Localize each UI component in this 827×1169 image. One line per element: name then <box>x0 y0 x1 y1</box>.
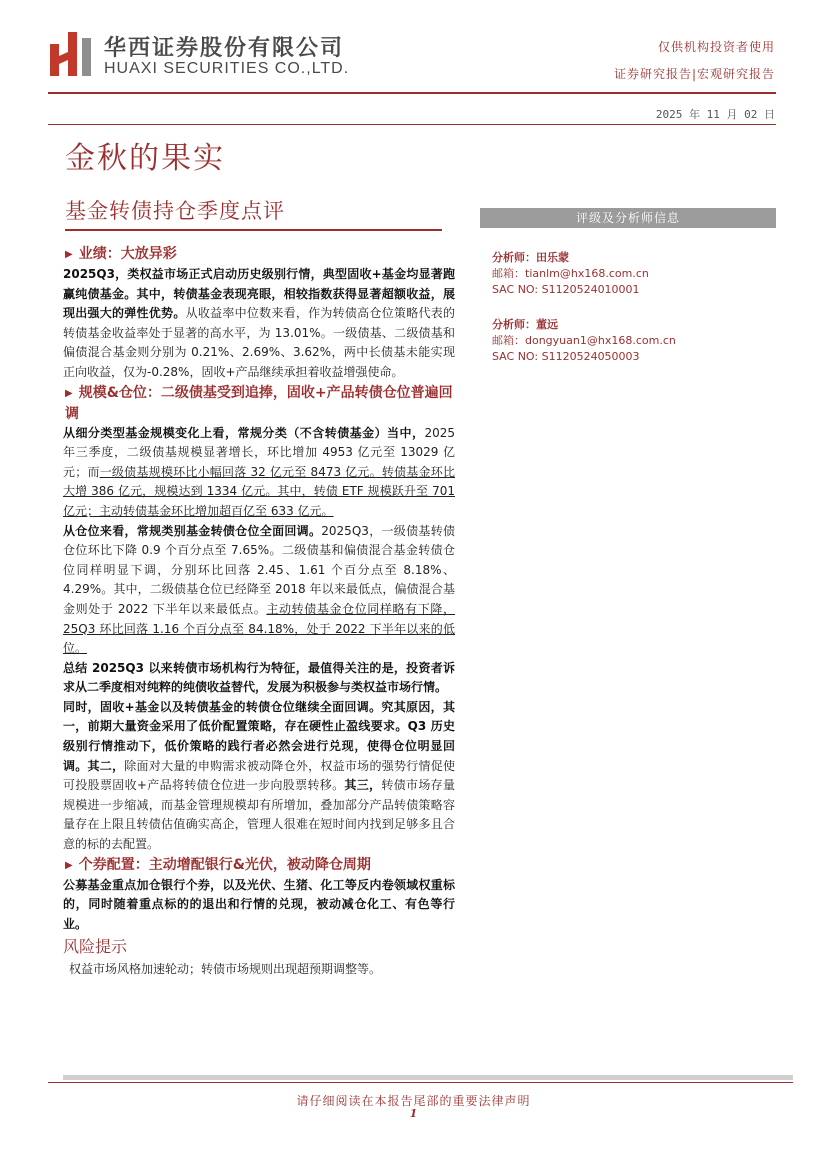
paragraph: 同时，固收+基金以及转债基金的转债仓位继续全面回调。究其原因，其一，前期大量资金采用了低价配置策略，存在硬性止盈线要求。Q3 历史级别行情推动下，低价策略的践行者必然会进行兑现，使得仓位明显回调。其二，除面对大量的申购需求被动降仓外，权益市场的强势行情促使可投股票固收+产品将转债仓位进一步向股票转移。其三，转债市场存量规模进一步缩减，而基金管理规模却有所增加，叠加部分产品转债策略容量存在上限且转债估值确实高企，管理人很难在短时间内找到足够多且合意的标的去配置。 <box>63 699 455 852</box>
huaxi-logo-icon <box>48 30 96 78</box>
company-name-cn: 华西证券股份有限公司 <box>104 36 345 61</box>
report-date: 2025 年 11 月 02 日 <box>655 108 775 121</box>
paragraph: 从细分类型基金规模变化上看，常规分类（不含转债基金）当中，2025 年三季度，二级债基规模显著增长，环比增加 4953 亿元至 13029 亿元；而一级债基规模环比小幅回落 32 亿元至 8473 亿元。转债基金环比大增 386 亿元，规模达到 1334 亿元。其中，转债 ETF 规模跃升至 701 亿元；主动转债基金环比增加超百亿至 633 亿元。 <box>63 425 455 518</box>
company-name-en: HUAXI SECURITIES CO.,LTD. <box>104 60 350 77</box>
page-number: 1 <box>409 1107 418 1120</box>
analyst-block <box>492 317 676 365</box>
report-title: 金秋的果实 <box>65 141 225 176</box>
analyst-sac: SAC NO: S1120524010001 <box>492 283 640 296</box>
footer-divider <box>48 1082 793 1083</box>
paragraph: 2025Q3，类权益市场正式启动历史级别行情，典型固收+基金均显著跑赢纯债基金。其中，转债基金表现亮眼，相较指数获得显著超额收益，展现出强大的弹性优势。从收益率中位数来看，作为转债高仓位策略代表的转债基金收益率处于显著的高水平，为 13.01%。一级债基、二级债基和偏债混合基金则分别为 0.21%、2.69%、3.62%，两中长债基未能实现正向收益，仅为-0.28%，固收+产品继续承担着收益增强使命。 <box>63 267 455 379</box>
analyst-email[interactable]: 邮箱：dongyuan1@hx168.com.cn <box>492 334 676 347</box>
section-heading: ▶ 个券配置：主动增配银行&光伏，被动降仓周期 <box>65 855 455 876</box>
main-content <box>63 244 455 979</box>
content-end-bar <box>63 1075 793 1080</box>
analyst-sac: SAC NO: S1120524050003 <box>492 350 640 363</box>
legal-notice: 请仔细阅读在本报告尾部的重要法律声明 <box>296 1094 531 1108</box>
analyst-name: 分析师：田乐蒙 <box>492 251 569 264</box>
paragraph: 总结 2025Q3 以来转债市场机构行为特征，最值得关注的是，投资者诉求从二季度相对纯粹的纯债收益替代，发展为积极参与类权益市场行情。 <box>63 660 455 695</box>
audience-note: 仅供机构投资者使用 <box>657 40 775 54</box>
date-divider <box>48 124 776 125</box>
analyst-name: 分析师：董远 <box>492 318 558 331</box>
report-type: 证券研究报告|宏观研究报告 <box>613 67 775 81</box>
triangle-bullet-icon: ▶ <box>65 387 73 399</box>
header-divider <box>48 92 776 94</box>
risk-text: 权益市场风格加速轮动；转债市场规则出现超预期调整等。 <box>69 962 382 977</box>
paragraph: 从仓位来看，常规类别基金转债仓位全面回调。2025Q3，一级债基转债仓位环比下降 0.9 个百分点至 7.65%。二级债基和偏债混合基金转债仓位同样明显下调，分别环比回落 2.45、1.61 个百分点至 8.18%、4.29%。其中，二级债基仓位已经降至 2018 年以来最低点，偏债混合基金则处于 2022 下半年以来最低点。主动转债基金仓位同样略有下降，25Q3 环比回落 1.16 个百分点至 84.18%，处于 2022 下半年以来的低位。 <box>63 523 455 656</box>
section-heading: ▶ 规模&仓位：二级债基受到追捧，固收+产品转债仓位普遍回调 <box>65 384 453 422</box>
report-subtitle: 基金转债持仓季度点评 <box>65 199 285 223</box>
triangle-bullet-icon: ▶ <box>65 859 73 871</box>
subtitle-divider <box>65 229 442 231</box>
paragraph: 公募基金重点加仓银行个券，以及光伏、生猪、化工等反内卷领域权重标的，同时随着重点标的的退出和行情的兑现，被动减仓化工、有色等行业。 <box>63 877 455 931</box>
section-heading: ▶ 业绩：大放异彩 <box>65 244 455 265</box>
risk-heading: 风险提示 <box>63 937 128 957</box>
analyst-info-bar: 评级及分析师信息 <box>480 208 776 228</box>
triangle-bullet-icon: ▶ <box>65 249 73 260</box>
analyst-email[interactable]: 邮箱：tianlm@hx168.com.cn <box>492 267 649 280</box>
analyst-block <box>492 250 649 298</box>
